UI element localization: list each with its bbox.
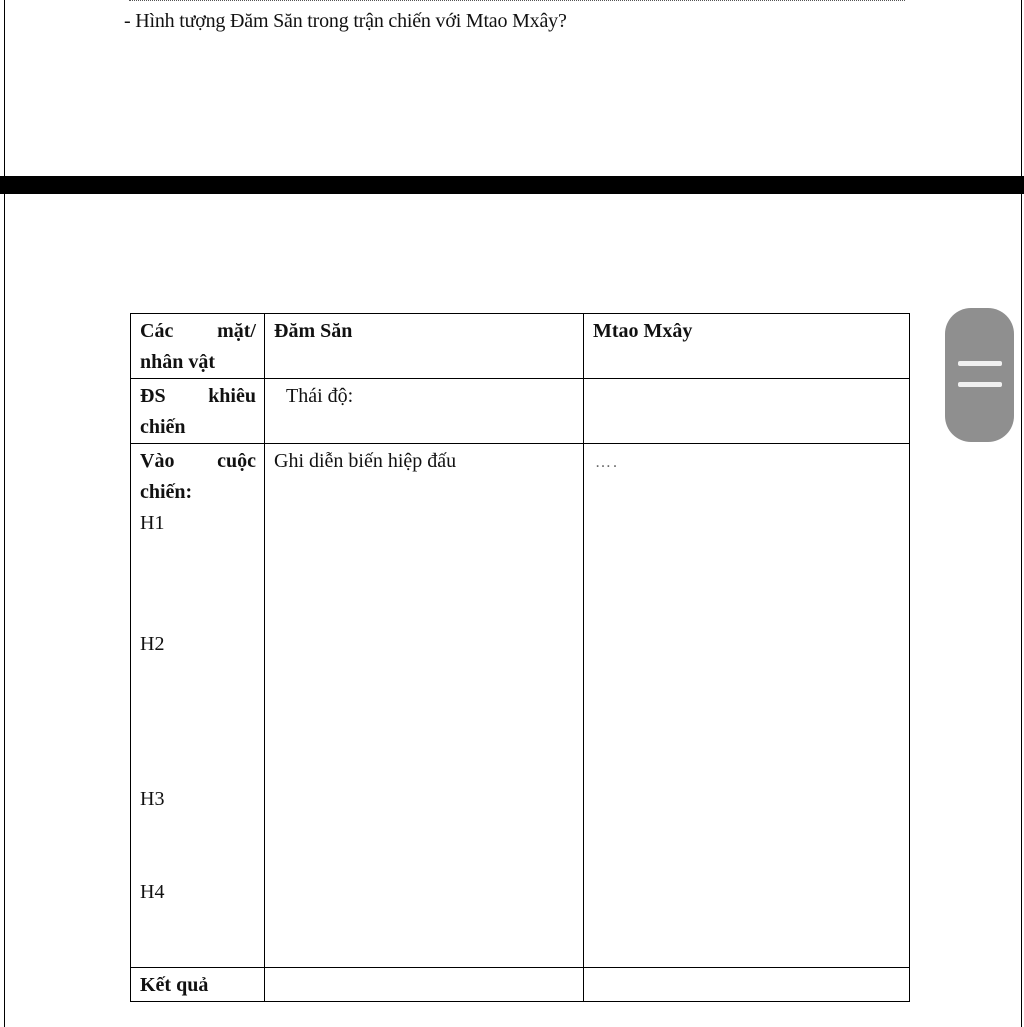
header-cell-aspects (131, 314, 265, 379)
round-3-label: H3 (140, 788, 165, 810)
dotted-rule (129, 0, 905, 1)
header-cell-dam-san: Đăm Săn (265, 314, 584, 379)
row-label-result: Kết quả (131, 968, 265, 1002)
challenge-dam-san-cell (265, 379, 584, 444)
challenge-label-word1: ĐS (140, 385, 166, 407)
challenge-label-line2: chiến (140, 416, 186, 438)
header-aspects-word2: mặt/ (217, 320, 256, 342)
result-mtao-mxay-cell (584, 968, 910, 1002)
round-1-label: H1 (140, 512, 165, 534)
header-cell-mtao-mxay: Mtao Mxây (584, 314, 910, 379)
comparison-table (130, 313, 910, 1002)
grip-line-icon (958, 361, 1002, 366)
battle-progress-note: Ghi diễn biến hiệp đấu (274, 450, 457, 472)
header-aspects-line2: nhân vật (140, 351, 216, 373)
battle-mtao-ellipsis: …. (595, 454, 619, 471)
attitude-label: Thái độ: (286, 385, 354, 407)
round-2-label: H2 (140, 633, 165, 655)
page-divider (0, 176, 1024, 194)
battle-label-word1: Vào (140, 450, 175, 472)
challenge-label-word2: khiêu (208, 385, 256, 407)
table-row-battle (131, 444, 910, 968)
grip-line-icon (958, 382, 1002, 387)
table-row-challenge (131, 379, 910, 444)
row-label-challenge (131, 379, 265, 444)
battle-label-word2: cuộc (217, 450, 256, 472)
scroll-handle[interactable] (945, 308, 1014, 442)
header-aspects-word1: Các (140, 320, 174, 342)
result-dam-san-cell (265, 968, 584, 1002)
battle-dam-san-cell (265, 444, 584, 968)
challenge-mtao-mxay-cell (584, 379, 910, 444)
round-4-label: H4 (140, 881, 165, 903)
table-row-result (131, 968, 910, 1002)
battle-label-line2: chiến: (140, 481, 193, 503)
row-label-battle (131, 444, 265, 968)
battle-mtao-mxay-cell (584, 444, 910, 968)
question-text: - Hình tượng Đăm Săn trong trận chiến với Mtao Mxây? (124, 10, 567, 32)
table-header-row (131, 314, 910, 379)
